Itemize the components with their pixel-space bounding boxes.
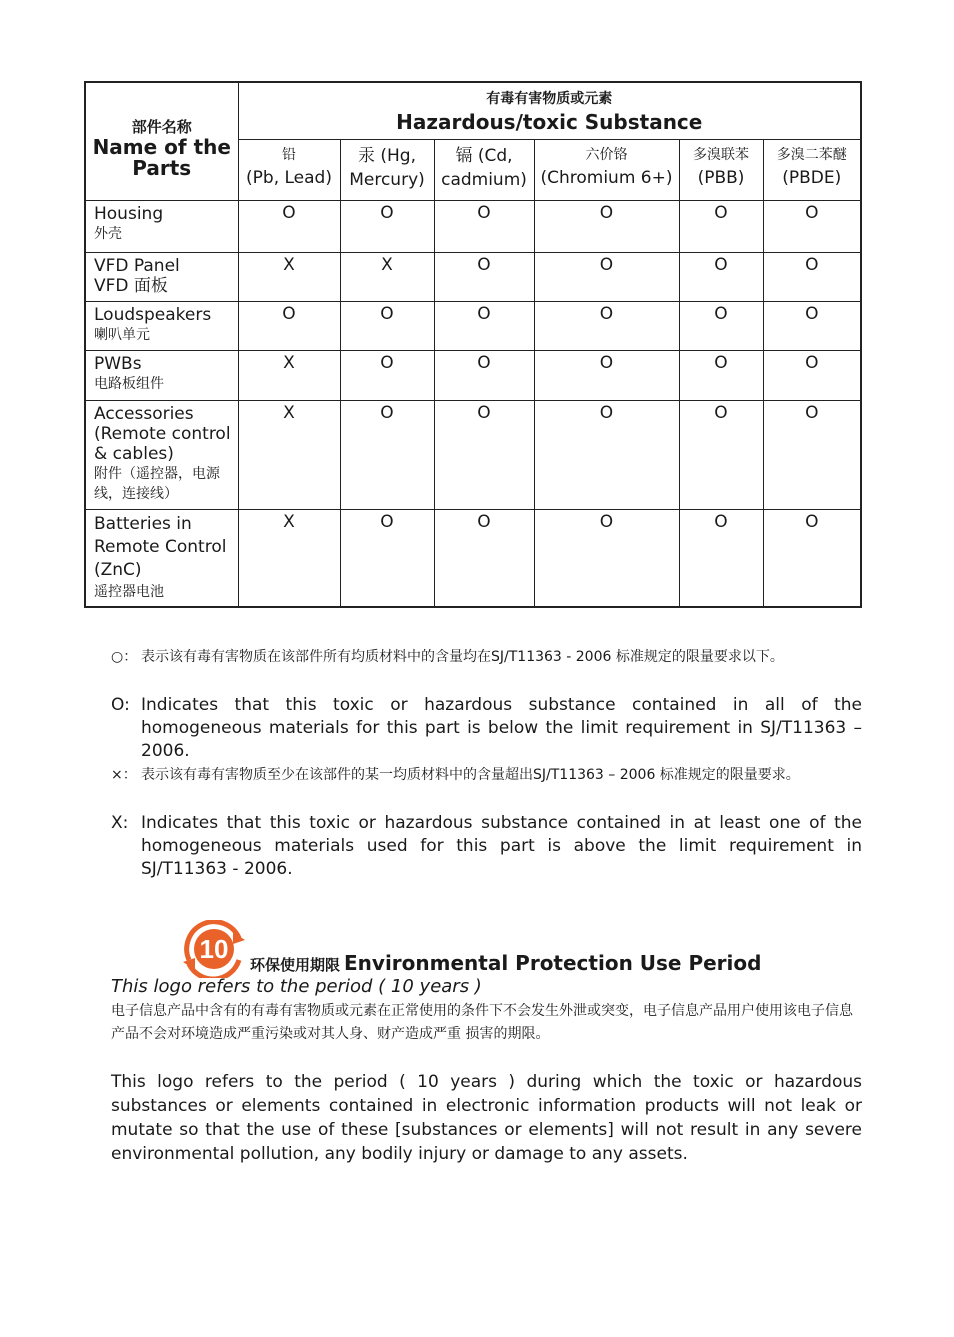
mark-cell: O <box>238 301 340 350</box>
mark-cell: O <box>434 200 534 252</box>
column-header-chromium <box>534 139 679 200</box>
mark-cell: O <box>679 509 763 607</box>
mark-cell: O <box>763 252 861 301</box>
column-header-zh: 汞 (Hg, <box>357 145 416 166</box>
mark-cell: O <box>679 400 763 509</box>
substance-header <box>238 82 861 139</box>
mark-cell: O <box>763 509 861 607</box>
part-name-cell <box>85 252 238 301</box>
substance-header-zh: 有毒有害物质或元素 <box>486 90 613 107</box>
mark-cell: O <box>763 400 861 509</box>
note-x-en <box>111 812 862 881</box>
column-header-pbde <box>763 139 861 200</box>
mark-cell: X <box>238 400 340 509</box>
part-name-en: Accessories (Remote control & cables) <box>94 403 231 464</box>
column-header-zh: 铅 <box>282 146 296 163</box>
column-header-mercury <box>340 139 434 200</box>
column-header-zh: 镉 (Cd, <box>455 145 513 166</box>
mark-cell: O <box>534 509 679 607</box>
note-o-zh-label: ○： <box>111 649 138 665</box>
mark-cell: O <box>534 252 679 301</box>
mark-cell: O <box>679 301 763 350</box>
part-name-zh: 附件（遥控器，电源线，连接线） <box>94 465 220 502</box>
mark-cell: X <box>238 509 340 607</box>
table-row <box>85 301 861 350</box>
column-header-en: Mercury) <box>349 169 425 190</box>
substance-header-en: Hazardous/toxic Substance <box>396 109 703 134</box>
mark-cell: O <box>679 252 763 301</box>
note-o-zh <box>111 646 862 669</box>
part-name-zh: 喇叭单元 <box>94 326 150 343</box>
mark-cell: O <box>434 301 534 350</box>
part-name-zh: VFD 面板 <box>94 275 168 296</box>
mark-cell: O <box>434 350 534 400</box>
column-header-pbb <box>679 139 763 200</box>
parts-name-header-zh: 部件名称 <box>131 117 192 136</box>
column-header-en: (Pb, Lead) <box>246 167 332 188</box>
note-o-en <box>111 694 862 763</box>
epup-title-zh: 环保使用期限 <box>250 956 341 974</box>
part-name-zh: 遥控器电池 <box>94 583 164 600</box>
mark-cell: O <box>238 200 340 252</box>
epup-zh-paragraph: 电子信息产品中含有的有毒有害物质或元素在正常使用的条件下不会发生外泄或突变，电子信息产品用户使用该电子信息产品不会对环境造成严重污染或对其人身、财产造成严重 损害的期限。 <box>111 1003 853 1042</box>
part-name-en: Batteries in Remote Control (ZnC) <box>94 513 227 580</box>
epup-en-paragraph: This logo refers to the period ( 10 years ) during which the toxic or hazardous substances or elements contained in electronic information products will not leak or mutate so that the use of these [substances or elements] will not result in any severe environmental pollution, any bodily injury or damage to any assets. <box>111 1072 862 1164</box>
mark-cell: O <box>534 301 679 350</box>
note-o-en-text: Indicates that this toxic or hazardous substance contained in all of the homogeneous materials for this part is below the limit requirement in SJ/T11363 – 2006. <box>141 695 862 761</box>
mark-cell: O <box>763 350 861 400</box>
part-name-cell <box>85 509 238 607</box>
column-header-zh: 六价铬 <box>585 146 628 163</box>
table-row <box>85 509 861 607</box>
part-name-zh: 外壳 <box>94 225 122 242</box>
mark-cell: O <box>763 301 861 350</box>
part-name-cell <box>85 400 238 509</box>
epup-10-year-logo-icon <box>181 920 247 978</box>
mark-cell: O <box>340 200 434 252</box>
part-name-cell <box>85 301 238 350</box>
table-row <box>85 200 861 252</box>
part-name-en: Loudspeakers <box>94 304 212 325</box>
note-x-en-label: X: <box>111 813 129 833</box>
mark-cell: X <box>238 252 340 301</box>
mark-cell: X <box>238 350 340 400</box>
column-header-zh: 多溴联苯 <box>693 146 749 163</box>
note-x-zh-label: ×： <box>111 767 137 783</box>
mark-cell: O <box>434 509 534 607</box>
mark-cell: O <box>534 400 679 509</box>
note-x-zh-text: 表示该有毒有害物质至少在该部件的某一均质材料中的含量超出SJ/T11363 – 2006 标准规定的限量要求。 <box>141 767 800 783</box>
mark-cell: O <box>763 200 861 252</box>
note-x-en-text: Indicates that this toxic or hazardous substance contained in at least one of the homogeneous materials used for this part is above the limit requirement in SJ/T11363 - 2006. <box>141 813 862 879</box>
mark-cell: O <box>434 252 534 301</box>
mark-cell: O <box>340 400 434 509</box>
parts-name-header-en: Name of the Parts <box>92 134 231 180</box>
note-o-en-label: O: <box>111 695 130 715</box>
mark-cell: O <box>534 200 679 252</box>
note-x-zh <box>111 764 862 787</box>
column-header-en: (Chromium 6+) <box>540 167 673 188</box>
part-name-en: PWBs <box>94 353 142 374</box>
hazardous-substance-table <box>84 81 862 608</box>
column-header-lead <box>238 139 340 200</box>
mark-cell: O <box>534 350 679 400</box>
mark-cell: O <box>679 200 763 252</box>
note-o-zh-text: 表示该有毒有害物质在该部件所有均质材料中的含量均在SJ/T11363 - 2006 标准规定的限量要求以下。 <box>141 649 784 665</box>
mark-cell: O <box>434 400 534 509</box>
part-name-en: Housing <box>94 203 164 224</box>
table-row <box>85 350 861 400</box>
parts-name-header <box>85 82 238 200</box>
column-header-en: (PBB) <box>697 167 745 188</box>
part-name-en: VFD Panel <box>94 255 180 276</box>
mark-cell: O <box>340 350 434 400</box>
table-row <box>85 400 861 509</box>
column-header-en: (PBDE) <box>782 167 842 188</box>
epup-title-en: Environmental Protection Use Period <box>344 951 762 975</box>
part-name-zh: 电路板组件 <box>94 375 164 392</box>
mark-cell: O <box>679 350 763 400</box>
mark-cell: O <box>340 509 434 607</box>
column-header-cadmium <box>434 139 534 200</box>
mark-cell: X <box>340 252 434 301</box>
part-name-cell <box>85 200 238 252</box>
table-row <box>85 252 861 301</box>
epup-logo-number: 10 <box>199 934 229 964</box>
epup-italic-line: This logo refers to the period ( 10 years ) <box>111 976 482 997</box>
column-header-en: cadmium) <box>441 169 527 190</box>
column-header-zh: 多溴二苯醚 <box>776 146 847 163</box>
epup-title <box>250 951 761 975</box>
mark-cell: O <box>340 301 434 350</box>
part-name-cell <box>85 350 238 400</box>
